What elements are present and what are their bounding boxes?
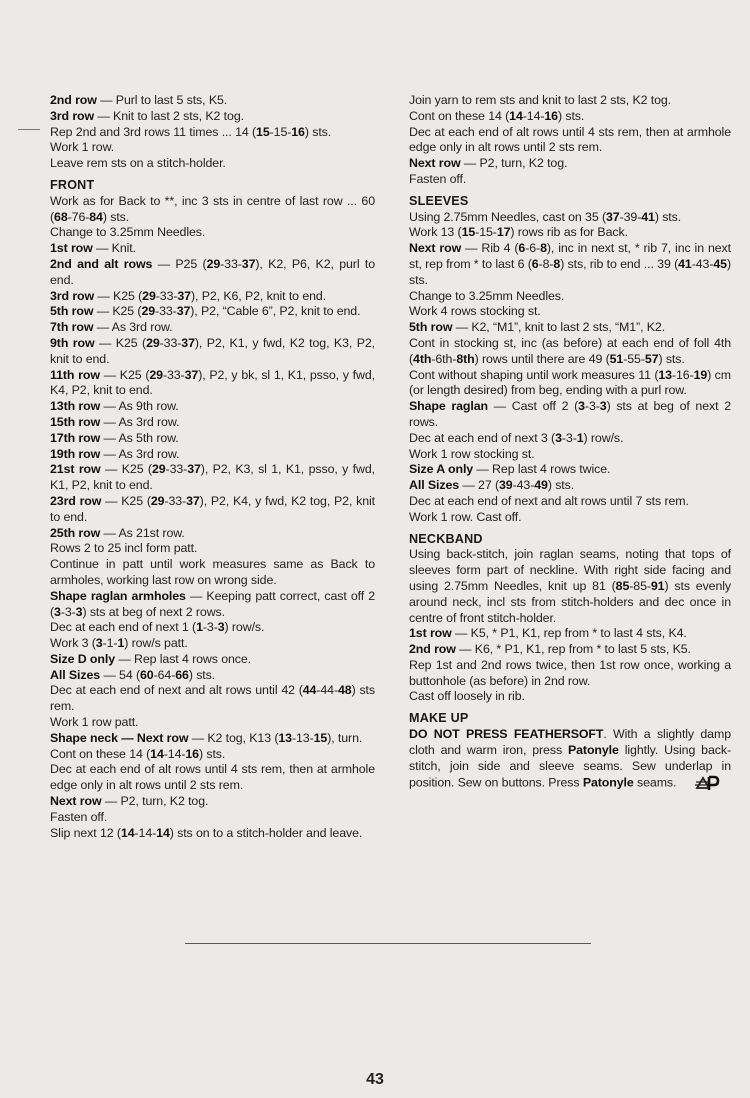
bold-run: All Sizes	[409, 478, 460, 493]
bold-run: 29	[142, 288, 156, 303]
bold-run: 45	[713, 256, 727, 271]
bold-run: 3	[95, 636, 103, 651]
text-run: ), P2, K4, y fwd, K2 tog, P2, knit to end.	[50, 493, 375, 524]
text-run: Work 13 (	[409, 225, 462, 240]
instruction-paragraph	[409, 210, 731, 226]
text-run: -85-	[629, 578, 651, 593]
text-run: MAKE UP	[409, 711, 469, 726]
text-run: -15-	[269, 124, 292, 139]
text-run: Dec at each end of next 3 (	[409, 430, 556, 445]
text-run: ) row/s.	[583, 430, 624, 445]
instruction-paragraph	[50, 304, 375, 320]
text-run: Work 1 row patt.	[50, 715, 139, 730]
bold-run: 66	[175, 667, 189, 682]
bold-run: 37	[606, 209, 620, 224]
instruction-paragraph	[409, 304, 731, 320]
text-run: Continue in patt until work measures same as Back to armholes, working last row on wrong side.	[50, 557, 375, 587]
instruction-paragraph	[409, 478, 731, 494]
instruction-paragraph	[50, 368, 375, 400]
text-run: Work 1 row stocking st.	[409, 446, 535, 461]
bold-run: 57	[644, 351, 659, 366]
bold-run: 8th	[456, 351, 475, 366]
bold-run: 37	[184, 367, 199, 382]
text-run: — K6, * P1, K1, rep from * to last 5 sts, K5.	[455, 642, 691, 657]
text-run: ), P2, “Cable 6”, P2, knit to end.	[190, 304, 361, 319]
instruction-paragraph	[50, 747, 375, 763]
left-column	[50, 93, 375, 841]
bold-run: Shape raglan armholes	[50, 588, 186, 603]
text-run: -64-	[153, 667, 176, 682]
text-run: -33-	[220, 256, 242, 271]
bold-run: 13	[278, 730, 292, 745]
text-run: — Rep last 4 rows once.	[115, 651, 252, 666]
text-run: — P2, turn, K2 tog.	[460, 156, 568, 171]
text-run: ) row/s patt.	[124, 636, 188, 651]
text-run: ) sts.	[658, 351, 685, 366]
bold-run: 85	[615, 578, 630, 593]
text-run: . With a slightly damp cloth and warm iron, press	[409, 727, 731, 757]
bold-run: 5th row	[50, 304, 94, 319]
instruction-paragraph	[409, 289, 731, 305]
bold-run: 51	[609, 351, 624, 366]
text-run: Work as for Back to **, inc 3 sts in centre of last row ... 60 (	[50, 193, 375, 224]
text-run: — Knit to last 2 sts, K2 tog.	[94, 108, 244, 123]
text-run: — As 21st row.	[100, 525, 185, 540]
instruction-paragraph	[409, 109, 731, 125]
text-run: — K25 (	[94, 288, 143, 303]
text-run: — As 3rd row.	[100, 446, 180, 461]
bold-run: 5th row	[409, 320, 453, 335]
bold-run: 16	[291, 124, 305, 139]
margin-mark	[18, 129, 40, 130]
text-run: ), P2, K6, P2, knit to end.	[190, 288, 327, 303]
instruction-paragraph	[50, 156, 375, 172]
bold-run: 3	[578, 399, 585, 414]
bold-run: 13	[658, 367, 672, 382]
bold-run: 11th row	[50, 367, 100, 382]
instruction-paragraph	[50, 125, 375, 141]
bold-run: Shape neck — Next row	[50, 730, 189, 745]
bold-run: Patonyle	[567, 742, 619, 757]
instruction-paragraph	[409, 93, 731, 109]
bold-run: 37	[241, 256, 256, 271]
text-run: — K25 (	[94, 335, 147, 350]
instruction-paragraph	[50, 541, 375, 557]
bold-run: Size D only	[50, 651, 115, 666]
text-run: -43-	[512, 478, 535, 493]
text-run: Rep 1st and 2nd rows twice, then 1st row once, working a buttonhole (as before) in 2nd row.	[409, 657, 731, 688]
bold-run: 37	[187, 462, 201, 477]
instruction-paragraph	[50, 336, 375, 368]
text-run: Cont on these 14 (	[409, 108, 510, 123]
bold-run: 29	[150, 493, 165, 508]
instruction-paragraph	[50, 225, 375, 241]
instruction-paragraph	[409, 642, 731, 658]
bold-run: 14	[509, 108, 523, 123]
instruction-paragraph	[409, 156, 731, 172]
bold-run: 41	[641, 209, 655, 224]
right-column	[409, 93, 731, 792]
instruction-paragraph	[409, 494, 731, 510]
text-run: ) row/s.	[224, 620, 265, 635]
text-run: ) rows until there are 49 (	[474, 351, 610, 366]
text-run: -3-	[60, 604, 76, 619]
footer-rule	[185, 943, 591, 944]
instruction-paragraph	[50, 636, 375, 652]
text-run: Fasten off.	[50, 809, 108, 824]
text-run: -33-	[155, 304, 177, 319]
section-heading	[409, 711, 731, 727]
text-run: — K25 (	[99, 367, 150, 382]
bold-run: 19th row	[50, 446, 101, 461]
bold-run: 68	[54, 209, 68, 224]
text-run: -14-	[134, 825, 157, 840]
text-run: ) sts.	[409, 256, 731, 287]
text-run: ) sts.	[654, 209, 682, 224]
bold-run: 3	[555, 430, 562, 445]
text-run: ), turn.	[327, 730, 363, 745]
text-run: Join yarn to rem sts and knit to last 2 sts, K2 tog.	[409, 93, 672, 107]
instruction-paragraph	[50, 620, 375, 636]
instruction-paragraph	[50, 526, 375, 542]
text-run: -3-	[561, 430, 577, 445]
text-run: Slip next 12 (	[50, 825, 121, 840]
bold-run: Next row	[409, 241, 462, 256]
text-run: ) sts.	[547, 478, 575, 493]
instruction-paragraph	[409, 368, 731, 400]
bold-run: 49	[534, 478, 548, 493]
instruction-paragraph	[409, 320, 731, 336]
instruction-paragraph	[50, 762, 375, 794]
bold-run: 14	[156, 825, 170, 840]
instruction-paragraph	[50, 683, 375, 715]
text-run: — P25 (	[152, 256, 207, 271]
text-run: Cont in stocking st, inc (as before) at each end of foll 4th (	[409, 335, 731, 366]
instruction-paragraph	[50, 194, 375, 226]
bold-run: 17th row	[50, 430, 101, 445]
bold-run: 41	[678, 256, 692, 271]
instruction-paragraph	[409, 241, 731, 288]
text-run: — As 9th row.	[100, 399, 179, 414]
bold-run: 4th	[413, 351, 432, 366]
text-run: ) sts, rib to end ... 39 (	[560, 256, 679, 271]
instruction-paragraph	[409, 172, 731, 188]
text-run: SLEEVES	[409, 193, 469, 208]
instruction-paragraph	[50, 494, 375, 526]
text-run: ), P2, K3, sl 1, K1, psso, y fwd, K1, P2, knit to end.	[50, 462, 375, 493]
text-run: Work 1 row. Cast off.	[409, 509, 522, 524]
instruction-paragraph	[50, 241, 375, 257]
bold-run: 15	[461, 225, 476, 240]
text-run: ) sts at beg of next 2 rows.	[409, 399, 731, 429]
instruction-paragraph	[50, 652, 375, 668]
text-run: ), inc in next st, * rib 7, inc in next st, rep from * to last 6 (	[409, 241, 731, 271]
bold-run: 2nd row	[50, 93, 97, 107]
text-run: -6th-	[431, 351, 457, 366]
text-run: Cont on these 14 (	[50, 746, 151, 761]
instruction-paragraph	[50, 826, 375, 842]
instruction-paragraph	[50, 320, 375, 336]
bold-run: 1	[196, 620, 203, 635]
text-run: -3-	[202, 620, 218, 635]
text-run: Using 2.75mm Needles, cast on 35 (	[409, 209, 607, 224]
instruction-paragraph	[409, 336, 731, 368]
bold-run: 15	[256, 124, 270, 139]
bold-run: 16	[185, 746, 199, 761]
text-run: -44-	[316, 683, 338, 698]
instruction-paragraph	[50, 415, 375, 431]
instruction-paragraph	[409, 431, 731, 447]
text-run: ) sts on to a stitch-holder and leave.	[169, 825, 363, 840]
bold-run: 1st row	[409, 626, 452, 641]
text-run: ) sts at beg of next 2 rows.	[82, 604, 225, 619]
bold-run: 14	[150, 746, 164, 761]
text-run: — 54 (	[100, 667, 140, 682]
bold-run: 37	[176, 304, 191, 319]
bold-run: 2nd row	[409, 642, 456, 657]
bold-run: 23rd row	[50, 493, 102, 508]
text-run: — Purl to last 5 sts, K5.	[96, 93, 228, 107]
text-run: ) rows rib as for Back.	[510, 225, 628, 240]
text-run: Change to 3.25mm Needles.	[50, 225, 206, 240]
text-run: -33-	[162, 367, 185, 382]
text-run: — As 3rd row.	[100, 414, 180, 429]
bold-run: 29	[206, 256, 221, 271]
text-run: -33-	[165, 462, 188, 477]
bold-run: 6	[518, 241, 526, 256]
text-run: Work 4 rows stocking st.	[409, 304, 541, 319]
text-run: -6-	[525, 241, 541, 256]
text-run: Cast off loosely in rib.	[409, 689, 525, 704]
bold-run: Shape raglan	[409, 399, 489, 414]
bold-run: 19	[693, 367, 708, 382]
text-run: Work 1 row.	[50, 140, 115, 155]
text-run: — K2, “M1”, knit to last 2 sts, “M1”, K2.	[452, 320, 666, 335]
text-run: -33-	[159, 335, 182, 350]
text-run: ) sts.	[304, 124, 332, 139]
bold-run: 3	[599, 399, 607, 414]
bold-run: 1st row	[50, 241, 93, 256]
text-run: Rows 2 to 25 incl form patt.	[50, 541, 198, 556]
bold-run: 44	[302, 683, 317, 698]
bold-run: 8	[553, 256, 561, 271]
instruction-paragraph	[409, 125, 731, 157]
bold-run: 48	[338, 683, 352, 698]
text-run: ) sts.	[198, 746, 226, 761]
bold-run: 37	[186, 493, 200, 508]
instruction-paragraph	[50, 399, 375, 415]
instruction-paragraph	[50, 109, 375, 125]
text-run: Change to 3.25mm Needles.	[409, 288, 565, 303]
text-run: NECKBAND	[409, 531, 483, 546]
text-run: — K25 (	[100, 462, 152, 477]
text-run: ), P2, y bk, sl 1, K1, psso, y fwd, K4, P2, knit to end.	[50, 367, 376, 398]
bold-run: 15th row	[50, 414, 101, 429]
text-run: — Rib 4 (	[461, 241, 519, 256]
instruction-paragraph	[409, 225, 731, 241]
bold-run: 2nd and alt rows	[50, 256, 153, 271]
text-run: -76-	[67, 209, 90, 224]
bold-run: DO NOT PRESS FEATHERSOFT	[409, 727, 604, 742]
bold-run: Size A only	[409, 462, 474, 477]
text-run: Cont without shaping until work measures 11 (	[409, 367, 659, 382]
bold-run: 3rd row	[50, 288, 95, 303]
text-run: FRONT	[50, 177, 95, 192]
bold-run: 25th row	[50, 525, 101, 540]
text-run: -33-	[164, 493, 187, 508]
section-heading	[409, 194, 731, 210]
text-run: ) sts evenly around neck, incl sts from stitch-holders and dec once in centre of front stitch-holder.	[409, 578, 731, 625]
instruction-paragraph	[50, 731, 375, 747]
instruction-paragraph	[50, 557, 375, 589]
bold-run: 8	[540, 241, 547, 256]
instruction-paragraph	[409, 547, 731, 626]
bold-run: 17	[496, 225, 511, 240]
bold-run: 13th row	[50, 399, 101, 414]
instruction-paragraph	[409, 626, 731, 642]
instruction-paragraph	[50, 257, 375, 289]
text-run: — Knit.	[92, 241, 136, 256]
text-run: Dec at each end of next 1 (	[50, 620, 197, 635]
bold-run: 3	[217, 620, 225, 635]
text-run: ) sts rem.	[50, 683, 375, 714]
bold-run: 60	[140, 667, 154, 682]
bold-run: 16	[544, 108, 558, 123]
text-run: Dec at each end of alt rows until 4 sts rem, then at armhole edge only in alt rows until 2 sts rem.	[50, 762, 375, 793]
text-run: Dec at each end of alt rows until 4 sts rem, then at armhole edge only in alt rows until 2 sts rem.	[409, 124, 731, 155]
text-run: Dec at each end of next and alt rows until 7 sts rem.	[409, 493, 689, 508]
text-run: Fasten off.	[409, 171, 467, 186]
bold-run: 3rd row	[50, 108, 95, 123]
instruction-paragraph	[50, 289, 375, 305]
bold-run: 37	[181, 335, 195, 350]
instruction-paragraph	[409, 727, 731, 792]
text-run: -14-	[522, 108, 545, 123]
bold-run: 14	[120, 825, 135, 840]
bold-run: Next row	[409, 156, 461, 171]
text-run: ) cm (or length desired) from beg, ending with a purl row.	[409, 367, 731, 398]
bold-run: 3	[75, 604, 83, 619]
instruction-paragraph	[50, 668, 375, 684]
text-run: Rep 2nd and 3rd rows 11 times ... 14 (	[50, 124, 257, 139]
text-run: Work 3 (	[50, 636, 96, 651]
instruction-paragraph	[50, 93, 375, 109]
bold-run: 1	[117, 636, 125, 651]
text-run: -39-	[619, 209, 642, 224]
instruction-paragraph	[50, 589, 375, 621]
text-run: -16-	[671, 367, 694, 382]
text-run: -55-	[623, 351, 645, 366]
text-run: — K25 (	[93, 304, 142, 319]
text-run: Dec at each end of next and alt rows until 42 (	[50, 683, 303, 698]
bold-run: 37	[177, 288, 191, 303]
text-run: — Cast off 2 (	[488, 399, 579, 414]
text-run: — As 5th row.	[100, 430, 179, 445]
text-run: -43-	[691, 256, 714, 271]
text-run: lightly. Using back-stitch, join side and sleeve seams. Sew underlap in position. Sew on buttons. Press	[409, 742, 731, 790]
page-number: 43	[366, 1071, 384, 1088]
instruction-paragraph	[50, 715, 375, 731]
text-run: — K2 tog, K13 (	[188, 730, 279, 745]
patons-logo-icon	[694, 774, 720, 792]
text-run: -1-	[102, 636, 118, 651]
instruction-paragraph	[409, 462, 731, 478]
bold-run: 6	[531, 256, 539, 271]
instruction-paragraph	[50, 810, 375, 826]
text-run: seams.	[633, 775, 677, 790]
text-run: -14-	[163, 746, 186, 761]
bold-run: 29	[146, 335, 160, 350]
instruction-paragraph	[409, 447, 731, 463]
text-run: -8-	[538, 256, 554, 271]
bold-run: 29	[149, 367, 163, 382]
bold-run: 3	[54, 604, 61, 619]
bold-run: 7th row	[50, 320, 94, 335]
text-run: Using back-stitch, join raglan seams, noting that tops of sleeves form part of neckline. With right side facing and using 2.75mm Needles, knit up 81 (	[409, 547, 731, 593]
text-run: ) sts.	[557, 108, 585, 123]
text-run: — Rep last 4 rows twice.	[473, 462, 611, 477]
bold-run: 21st row	[50, 462, 101, 477]
text-run: Leave rem sts on a stitch-holder.	[50, 156, 226, 171]
bold-run: 39	[499, 478, 513, 493]
text-run: — K25 (	[101, 493, 151, 508]
bold-run: 84	[89, 209, 103, 224]
section-heading	[409, 532, 731, 548]
bold-run: 1	[576, 430, 584, 445]
bold-run: 91	[650, 578, 665, 593]
instruction-paragraph	[409, 658, 731, 690]
instruction-paragraph	[50, 140, 375, 156]
instruction-paragraph	[409, 510, 731, 526]
bold-run: Patonyle	[582, 775, 634, 790]
text-run: — K5, * P1, K1, rep from * to last 4 sts, K4.	[451, 626, 687, 641]
text-run: -13-	[291, 730, 314, 745]
section-heading	[50, 178, 375, 194]
instruction-paragraph	[50, 794, 375, 810]
instruction-paragraph	[409, 399, 731, 431]
text-run: — Keeping patt correct, cast off 2 (	[50, 588, 376, 619]
text-run: -3-	[584, 399, 600, 414]
text-run: -33-	[155, 288, 178, 303]
instruction-paragraph	[50, 447, 375, 463]
instruction-paragraph	[409, 689, 731, 705]
text-run: ), K2, P6, K2, purl to end.	[50, 256, 376, 287]
bold-run: 29	[141, 304, 156, 319]
text-run: — P2, turn, K2 tog.	[101, 794, 209, 809]
text-run: — As 3rd row.	[93, 320, 173, 335]
text-run: ) sts.	[102, 209, 130, 224]
text-run: — 27 (	[459, 478, 499, 493]
text-run: ), P2, K1, y fwd, K2 tog, K3, P2, knit to end.	[50, 335, 376, 366]
bold-run: All Sizes	[50, 667, 101, 682]
bold-run: 9th row	[50, 335, 95, 350]
instruction-paragraph	[50, 431, 375, 447]
text-run: ) sts.	[188, 667, 216, 682]
instruction-paragraph	[50, 462, 375, 494]
bold-run: Next row	[50, 794, 102, 809]
bold-run: 15	[313, 730, 328, 745]
text-run: -15-	[475, 225, 497, 240]
bold-run: 29	[151, 462, 166, 477]
